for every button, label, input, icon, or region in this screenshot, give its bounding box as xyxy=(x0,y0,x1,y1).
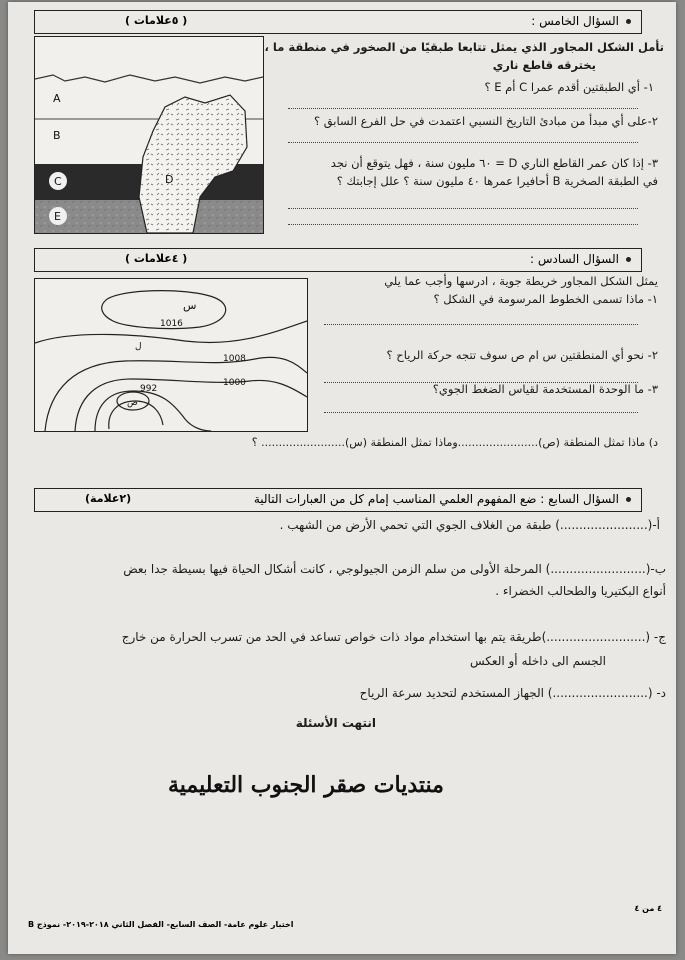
question-6-marks: ( ٤علامات ) xyxy=(125,252,188,265)
q7-item-b-line2: أنواع البكتيريا والطحالب الخضراء . xyxy=(495,584,666,598)
q7-item-a: أ-(.......................) طبقة من الغلاف الجوي التي تحمي الأرض من الشهب . xyxy=(279,518,660,532)
q5-question-3-line2: في الطبقة الصخرية B أحافيرا عمرها ٤٠ مليون سنة ؟ علل إجابتك ؟ xyxy=(336,174,658,188)
isobar-label-1000: 1000 xyxy=(223,378,246,388)
bullet-icon xyxy=(626,19,631,24)
layer-label-a: A xyxy=(53,92,61,105)
layer-label-e: E xyxy=(54,210,61,223)
q6-question-2: ٢- نحو أي المنطقتين س ام ص سوف تتجه حركة الرياح ؟ xyxy=(386,348,658,362)
q5-question-2: ٢-على أي مبدأ من مبادئ التاريخ النسبي اعتمدت في حل الفرع السابق ؟ xyxy=(313,114,658,128)
map-label-top: ل xyxy=(135,342,142,352)
answer-line[interactable] xyxy=(288,208,638,209)
q5-question-1: ١- أي الطبقتين أقدم عمرا C أم E ؟ xyxy=(484,80,654,94)
answer-line[interactable] xyxy=(288,108,638,109)
q7-item-b-line1: ب-(.........................) المرحلة الأولى من سلم الزمن الجيولوجي ، كانت أشكال الحياة فيها بسيطة جدا بعض xyxy=(123,562,666,576)
weather-map-diagram xyxy=(35,279,307,431)
q5-question-3-line1: ٣- إذا كان عمر القاطع الناري D = ٦٠ مليون سنة ، فهل يتوقع أن نجد xyxy=(330,156,658,170)
q6-intro: يمثل الشكل المجاور خريطة جوية ، ادرسها وأجب عما يلي xyxy=(384,274,658,288)
q5-intro-line2: يخترقه قاطع ناري xyxy=(492,58,596,72)
exam-footer: اختبار علوم عامة- الصف السابع- الفصل الثاني ٢٠١٨-٢٠١٩- نموذج B xyxy=(28,920,294,929)
q5-intro-line1: تأمل الشكل المجاور الذي يمثل تتابعا طبقيًا من الصخور في منطقة ما ، xyxy=(264,40,664,54)
q7-item-c-line2: الجسم الى داخله أو العكس xyxy=(469,654,606,668)
rock-layers-figure xyxy=(34,36,264,234)
q6-question-1: ١- ماذا تسمى الخطوط المرسومة في الشكل ؟ xyxy=(433,292,658,306)
question-6-header xyxy=(34,248,642,272)
bullet-icon xyxy=(626,497,631,502)
map-label-sad: ص xyxy=(127,398,138,408)
answer-line[interactable] xyxy=(288,224,638,225)
weather-map-figure xyxy=(34,278,308,432)
q6-question-3: ٣- ما الوحدة المستخدمة لقياس الضغط الجوي؟ xyxy=(432,382,658,396)
isobar-label-1008: 1008 xyxy=(223,354,246,364)
question-5-header xyxy=(34,10,642,34)
exam-page xyxy=(8,2,676,954)
q7-item-d: د- (.........................) الجهاز المستخدم لتحديد سرعة الرياح xyxy=(359,686,666,700)
question-7-title: السؤال السابع : ضع المفهوم العلمي المناسب إمام كل من العبارات التالية xyxy=(253,492,619,506)
question-5-marks: ( ٥علامات ) xyxy=(125,14,188,27)
layer-label-c: C xyxy=(54,175,62,188)
end-of-questions: انتهت الأسئلة xyxy=(295,716,376,730)
bullet-icon xyxy=(626,257,631,262)
q7-item-c-line1: ج- (..........................)طريقة يتم بها استخدام مواد ذات خواص تساعد في الحد من تسرب الحرارة من خارج xyxy=(121,630,666,644)
rock-layers-diagram xyxy=(35,37,263,233)
layer-label-d: D xyxy=(165,173,174,186)
question-6-title: السؤال السادس : xyxy=(530,252,619,266)
answer-line[interactable] xyxy=(324,324,638,325)
answer-line[interactable] xyxy=(324,412,638,413)
answer-line[interactable] xyxy=(288,142,638,143)
map-label-s: س xyxy=(183,299,197,312)
question-5-title: السؤال الخامس : xyxy=(531,14,619,28)
layer-label-b: B xyxy=(53,129,61,142)
question-7-marks: (٢علامة) xyxy=(85,492,132,505)
isobar-label-992: 992 xyxy=(140,384,158,394)
page-number: ٤ من ٤ xyxy=(634,904,662,913)
question-7-header xyxy=(34,488,642,512)
forum-watermark: منتديات صقر الجنوب التعليمية xyxy=(168,772,444,798)
q6-question-d: د) ماذا تمثل المنطقة (ص).......................وماذا تمثل المنطقة (س)........................ ؟ xyxy=(251,436,658,449)
isobar-label-1016: 1016 xyxy=(160,319,183,329)
